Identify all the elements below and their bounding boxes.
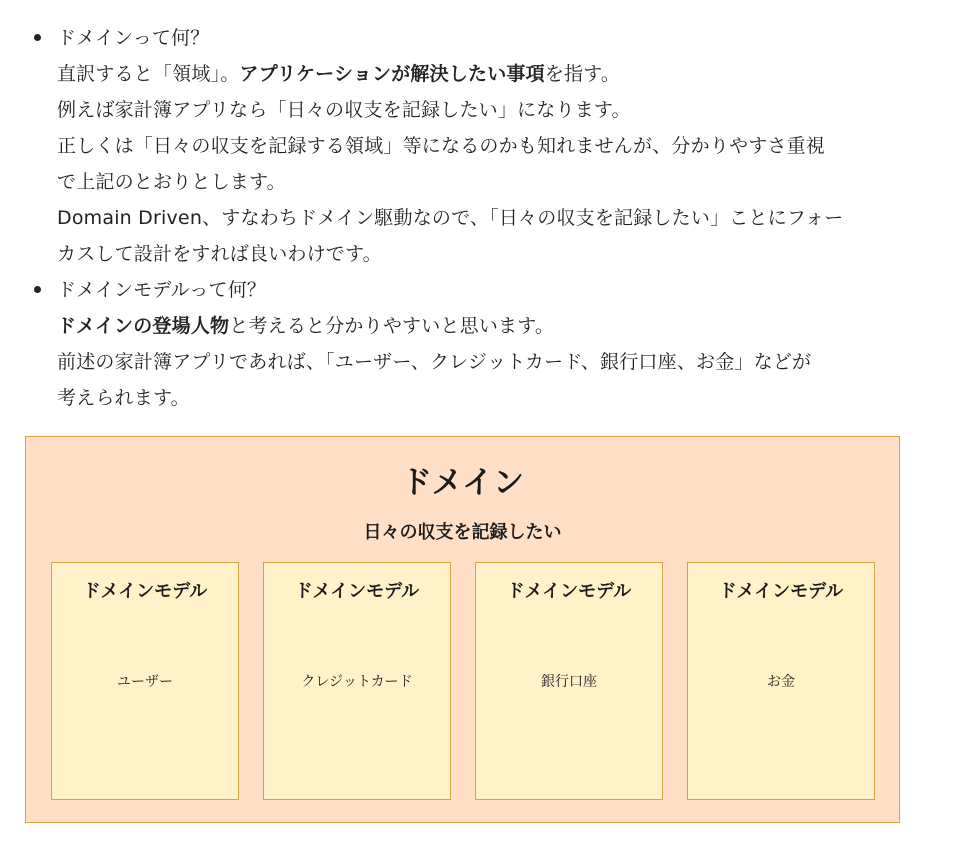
domain-model-title: ドメインモデル — [718, 581, 844, 602]
domain-model-box — [687, 562, 875, 800]
text-line — [57, 92, 940, 128]
bullet-icon — [34, 34, 41, 41]
text-segment: 正しくは「日々の収支を記録する領域」等になるのかも知れませんが、分かりやすさ重視 — [57, 135, 826, 157]
text-line — [57, 236, 940, 272]
domain-model-name: クレジットカード — [301, 674, 413, 690]
domain-model-title: ドメインモデル — [294, 581, 420, 602]
domain-diagram — [25, 436, 900, 823]
bold-text-segment: アプリケーションが解決したい事項 — [239, 63, 545, 85]
domain-model-title: ドメインモデル — [506, 581, 632, 602]
domain-model-box — [51, 562, 239, 800]
text-segment: 直訳すると「領域」。 — [57, 63, 240, 85]
domain-model-name: ユーザー — [117, 674, 173, 690]
text-segment: ドメインモデルって何？ — [57, 279, 267, 301]
text-line — [57, 344, 940, 380]
domain-model-name: お金 — [767, 674, 795, 690]
text-segment: と考えると分かりやすいと思います。 — [229, 315, 555, 337]
domain-model-name: 銀行口座 — [541, 674, 597, 690]
domain-model-box — [475, 562, 663, 800]
text-line — [57, 128, 940, 164]
text-line — [57, 200, 940, 236]
bullet-list — [0, 20, 940, 416]
text-segment: カスして設計をすれば良いわけです。 — [57, 243, 382, 265]
bold-text-segment: ドメインの登場人物 — [57, 315, 230, 337]
domain-subtitle: 日々の収支を記録したい — [363, 522, 562, 543]
text-segment: 考えられます。 — [57, 387, 190, 409]
domain-model-box — [263, 562, 451, 800]
text-line — [57, 380, 940, 416]
text-segment: で上記のとおりとします。 — [57, 171, 286, 193]
text-line — [57, 164, 940, 200]
domain-model-title: ドメインモデル — [82, 581, 208, 602]
text-segment: Domain Driven、すなわちドメイン駆動なので、「日々の収支を記録したい」ことにフォー — [57, 207, 844, 229]
list-item — [0, 20, 940, 272]
text-line — [57, 308, 940, 344]
domain-title: ドメイン — [400, 465, 525, 501]
text-segment: を指す。 — [544, 63, 621, 85]
text-line — [57, 56, 940, 92]
text-line — [57, 272, 940, 308]
bullet-icon — [34, 286, 41, 293]
list-item — [0, 272, 940, 416]
text-segment: ドメインって何？ — [57, 27, 210, 49]
text-segment: 前述の家計簿アプリであれば、「ユーザー、クレジットカード、銀行口座、お金」などが — [57, 351, 812, 373]
text-line — [57, 20, 940, 56]
text-segment: 例えば家計簿アプリなら「日々の収支を記録したい」になります。 — [57, 99, 631, 121]
